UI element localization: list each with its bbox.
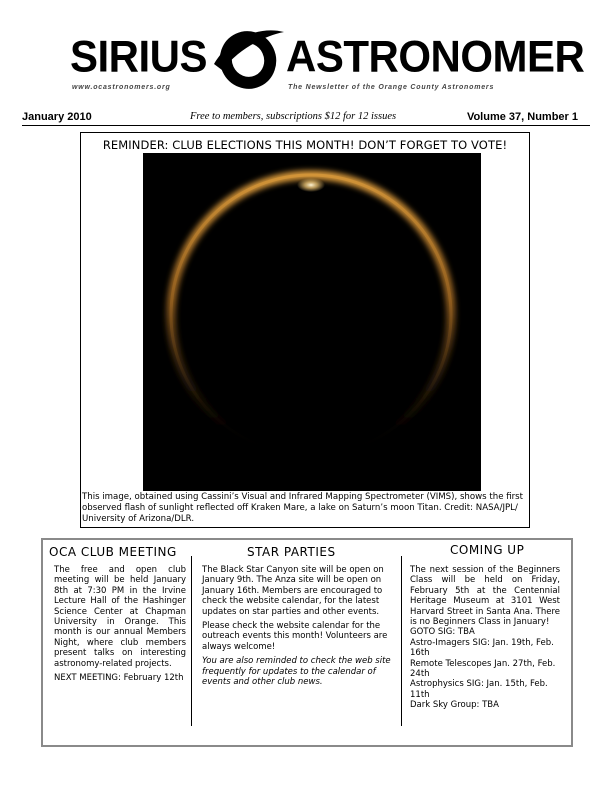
volume-number: Volume 37, Number 1 [466, 111, 578, 123]
star-parties-paragraph-1: The Black Star Canyon site will be open on January 9th. The Anza site will be open on January 16th. Members are encouraged to check the website calendar, for the latest updates on star parties and other events. [202, 565, 384, 617]
club-meeting-column [54, 565, 186, 687]
column-divider-left [191, 556, 192, 726]
subscription-note: Free to members, subscriptions $12 for 12 issues [190, 111, 397, 122]
coming-up-column [410, 565, 560, 711]
club-meeting-text: The free and open club meeting will be held January 8th at 7:30 PM in the Irvine Lecture Hall of the Hashinger Science Center at Chapman University in Orange. This month is our annual Members Night, where club members present talks on interesting astronomy-related projects. [54, 565, 186, 669]
masthead-title-left: SIRIUS [70, 31, 208, 82]
masthead-website: www.ocastronomers.org [72, 84, 171, 91]
column-divider-right [401, 556, 402, 726]
event-item: Dark Sky Group: TBA [410, 700, 499, 711]
issue-date: January 2010 [22, 111, 92, 123]
feature-headline: REMINDER: CLUB ELECTIONS THIS MONTH! DON’T FORGET TO VOTE! [102, 138, 508, 152]
club-meeting-title: OCA CLUB MEETING [49, 545, 177, 559]
star-parties-paragraph-2: Please check the website calendar for the outreach events this month! Volunteers are always welcome! [202, 621, 388, 652]
event-item: Astro-Imagers SIG: Jan. 19th, Feb. 16th [410, 637, 554, 659]
star-parties-title: STAR PARTIES [247, 545, 336, 559]
comet-logo-icon [210, 26, 286, 90]
feature-box [80, 132, 530, 528]
issue-info-bar [22, 111, 590, 126]
photo-caption: This image, obtained using Cassini’s Visual and Infrared Mapping Spectrometer (VIMS), shows the first observed flash of sunlight reflected off Kraken Mare, a lake on Saturn’s moon Titan. Credit: NASA/JPL/ University of Arizona/DLR. [82, 492, 524, 524]
beginners-class-text: The next session of the Beginners Class will be held on Friday, February 5th at the Centennial Heritage Museum at 3101 West Harvard Street in Santa Ana. There is no Beginners Class in January! [410, 565, 560, 628]
masthead-tagline: The Newsletter of the Orange County Astronomers [288, 84, 495, 91]
titan-photo [143, 153, 481, 491]
coming-up-title: COMING UP [450, 543, 525, 557]
event-item: Remote Telescopes Jan. 27th, Feb. 24th [410, 658, 556, 680]
masthead-title-right: ASTRONOMER [286, 31, 585, 82]
event-item: Astrophysics SIG: Jan. 15th, Feb. 11th [410, 679, 548, 700]
news-panel [41, 538, 573, 747]
star-parties-column [202, 565, 396, 691]
event-item: GOTO SIG: TBA [410, 627, 475, 638]
star-parties-paragraph-3: You are also reminded to check the web site frequently for updates to the calendar of events and other club news. [202, 656, 391, 688]
next-meeting-text: NEXT MEETING: February 12th [54, 673, 184, 684]
